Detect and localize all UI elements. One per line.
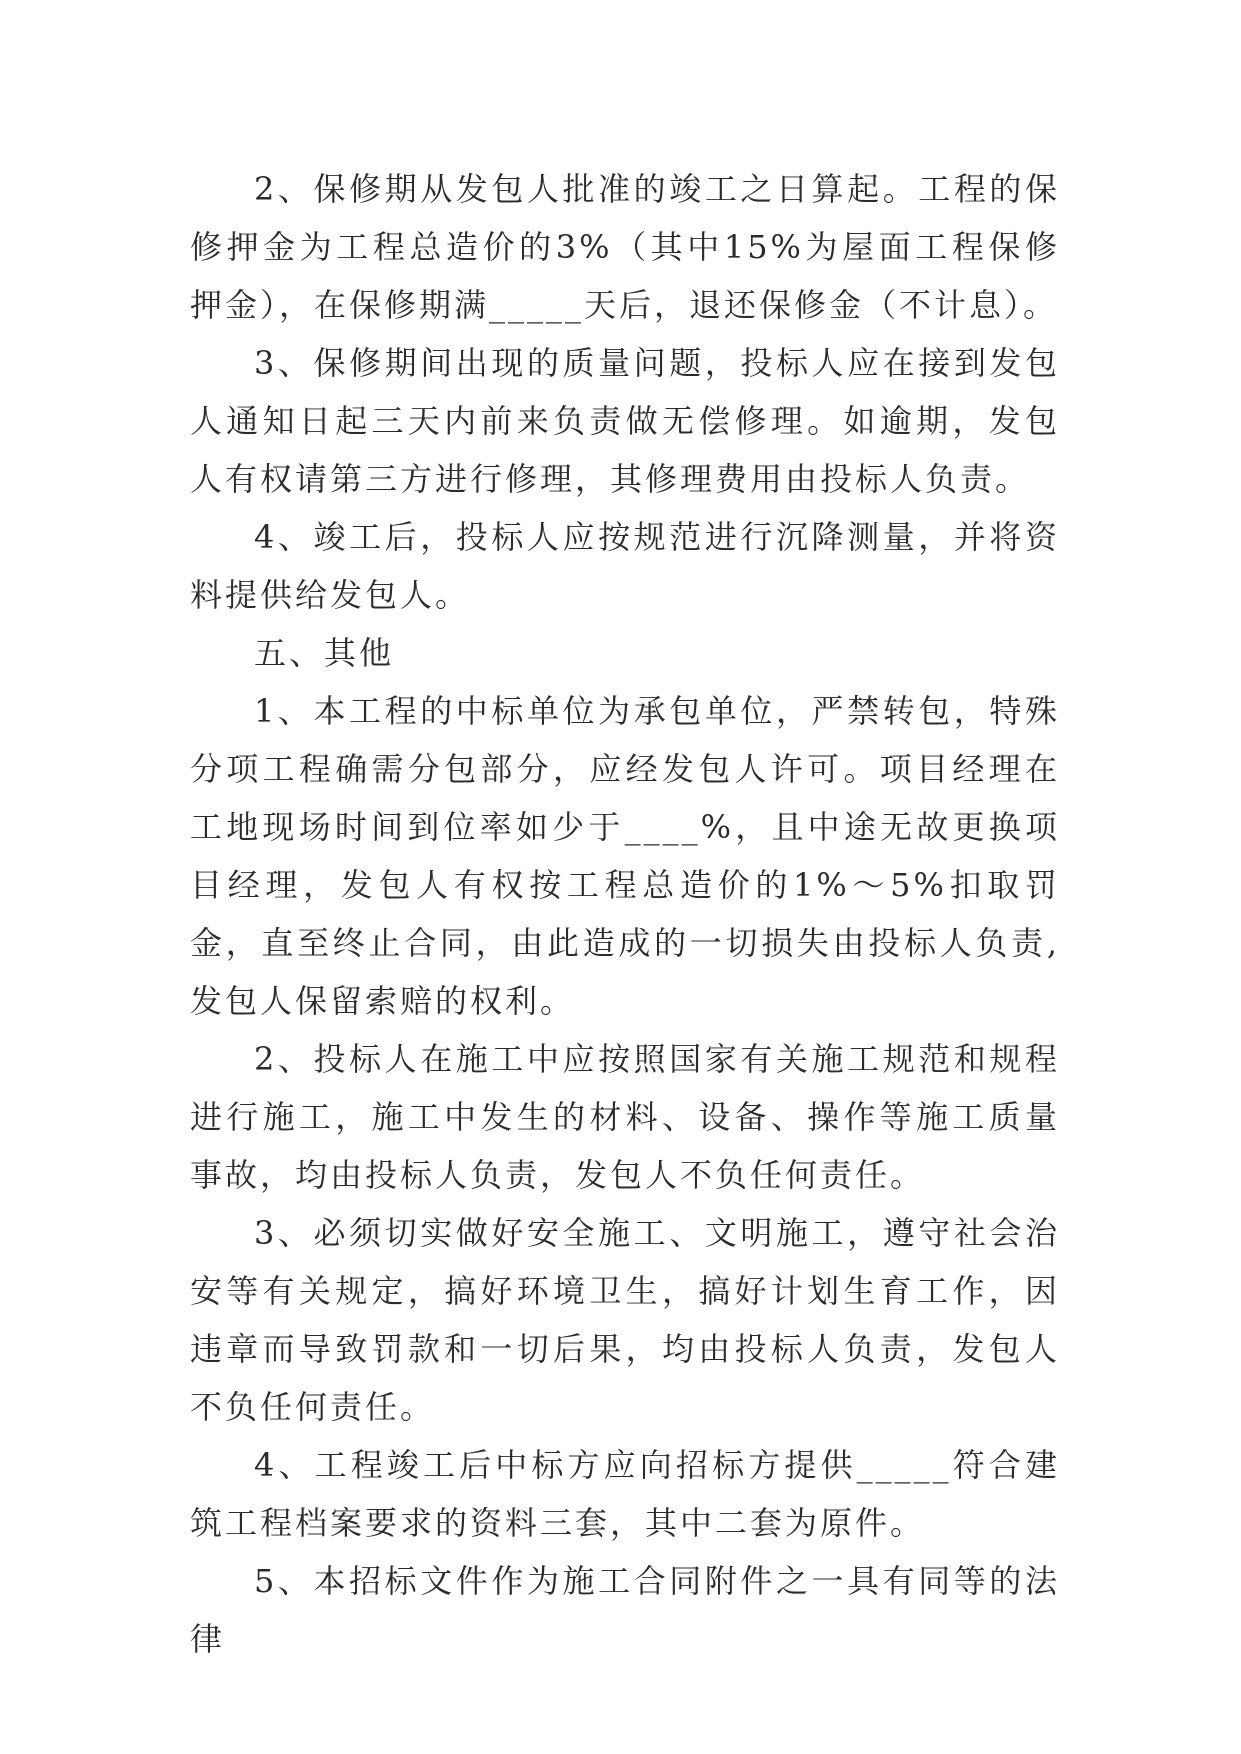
document-body — [190, 160, 1060, 1668]
paragraph-quality-repair: 3、保修期间出现的质量问题，投标人应在接到发包人通知日起三天内前来负责做无偿修理。如逾期，发包人有权请第三方进行修理，其修理费用由投标人负责。 — [190, 344, 1060, 498]
paragraph-subcontracting: 1、本工程的中标单位为承包单位，严禁转包，特殊分项工程确需分包部分，应经发包人许可。项目经理在工地现场时间到位率如少于____%，且中途无故更换项目经理，发包人有权按工程总造价的1%～5%扣取罚金，直至终止合同，由此造成的一切损失由投标人负责,发包人保留索赔的权利。 — [190, 692, 1060, 1020]
paragraph-construction-standards: 2、投标人在施工中应按照国家有关施工规范和规程进行施工，施工中发生的材料、设备、操作等施工质量事故，均由投标人负责，发包人不负任何责任。 — [190, 1040, 1060, 1194]
paragraph-safety: 3、必须切实做好安全施工、文明施工，遵守社会治安等有关规定，搞好环境卫生，搞好计划生育工作，因违章而导致罚款和一切后果，均由投标人负责，发包人不负任何责任。 — [190, 1214, 1060, 1426]
paragraph-warranty-period: 2、保修期从发包人批准的竣工之日算起。工程的保修押金为工程总造价的3%（其中15%为屋面工程保修押金），在保修期满_____天后，退还保修金（不计息）。 — [190, 170, 1060, 324]
paragraph-legal-effect: 5、本招标文件作为施工合同附件之一具有同等的法律 — [190, 1562, 1060, 1658]
section-heading-other: 五、其他 — [254, 634, 395, 672]
paragraph-archive-documents: 4、工程竣工后中标方应向招标方提供_____符合建筑工程档案要求的资料三套，其中二套为原件。 — [190, 1446, 1060, 1542]
paragraph-settlement-measurement: 4、竣工后，投标人应按规范进行沉降测量，并将资料提供给发包人。 — [190, 518, 1060, 614]
